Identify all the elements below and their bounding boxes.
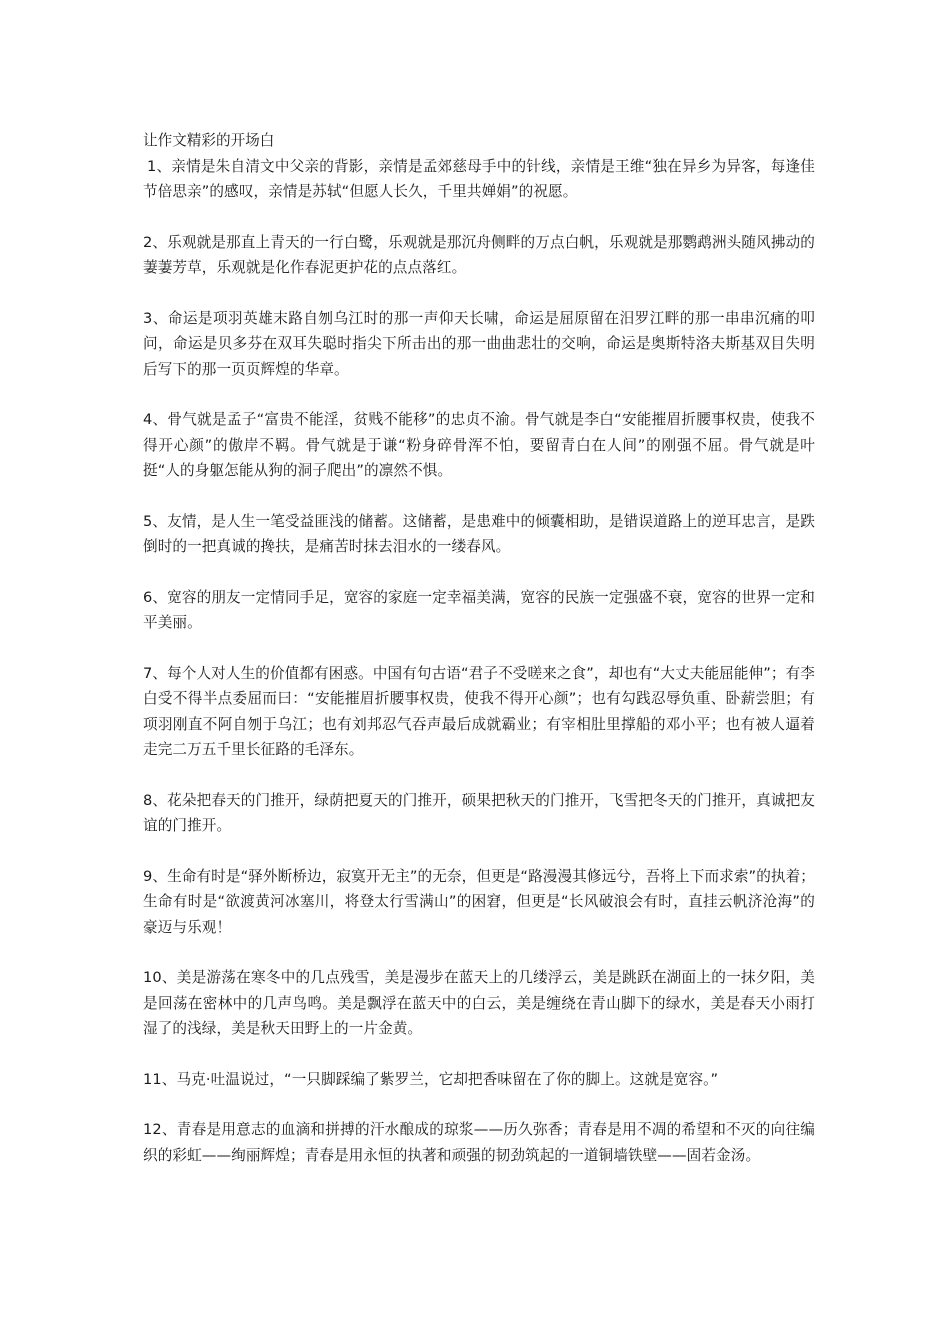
document-title: 让作文精彩的开场白	[143, 132, 275, 149]
paragraph-1: 1、亲情是朱自清文中父亲的背影，亲情是孟郊慈母手中的针线，亲情是王维“独在异乡为异客，每逢佳节倍思亲”的感叹，亲情是苏轼“但愿人长久，千里共婵娟”的祝愿。	[143, 157, 815, 200]
paragraph-11: 11、马克·吐温说过，“一只脚踩编了紫罗兰，它却把香味留在了你的脚上。这就是宽容。”	[143, 1070, 719, 1088]
paragraph-7: 7、每个人对人生的价值都有困惑。中国有句古语“君子不受嗟来之食”，却也有“大丈夫能屈能伸”；有李白受不得半点委屈而曰：“安能摧眉折腰事权贵，使我不得开心颜”；也有勾践忍辱负重、卧薪尝胆；有项羽刚直不阿自刎于乌江；也有刘邦忍气吞声最后成就霸业；有宰相肚里撑船的邓小平；也有被人逼着走完二万五千里长征路的毛泽东。	[143, 664, 815, 758]
paragraph-8: 8、花朵把春天的门推开，绿荫把夏天的门推开，硕果把秋天的门推开，飞雪把冬天的门推开，真诚把友谊的门推开。	[143, 791, 815, 834]
paragraph-2: 2、乐观就是那直上青天的一行白鹭，乐观就是那沉舟侧畔的万点白帆，乐观就是那鹦鹉洲头随风拂动的萋萋芳草，乐观就是化作春泥更护花的点点落红。	[143, 233, 815, 276]
paragraph-5: 5、友情，是人生一笔受益匪浅的储蓄。这储蓄，是患难中的倾囊相助，是错误道路上的逆耳忠言，是跌倒时的一把真诚的搀扶，是痛苦时抹去泪水的一缕春风。	[143, 512, 815, 555]
paragraph-6: 6、宽容的朋友一定情同手足，宽容的家庭一定幸福美满，宽容的民族一定强盛不衰，宽容的世界一定和平美丽。	[143, 588, 815, 631]
document-body	[143, 128, 815, 1193]
paragraph-4: 4、骨气就是孟子“富贵不能淫，贫贱不能移”的忠贞不渝。骨气就是李白“安能摧眉折腰事权贵，使我不得开心颜”的傲岸不羁。骨气就是于谦“粉身碎骨浑不怕，要留青白在人间”的刚强不屈。骨气就是叶挺“人的身躯怎能从狗的洞子爬出”的凛然不惧。	[143, 411, 815, 479]
paragraph-3: 3、命运是项羽英雄末路自刎乌江时的那一声仰天长啸，命运是屈原留在汨罗江畔的那一串串沉痛的叩问，命运是贝多芬在双耳失聪时指尖下所击出的那一曲曲悲壮的交响，命运是奥斯特洛夫斯基双目失明后写下的那一页页辉煌的华章。	[143, 309, 815, 378]
paragraph-9: 9、生命有时是“驿外断桥边，寂寞开无主”的无奈，但更是“路漫漫其修远兮，吾将上下而求索”的执着；生命有时是“欲渡黄河冰塞川，将登太行雪满山”的困窘，但更是“长风破浪会有时，直挂云帆济沧海”的豪迈与乐观！	[143, 867, 815, 936]
paragraph-12: 12、青春是用意志的血滴和拼搏的汗水酿成的琼浆——历久弥香；青春是用不凋的希望和不灭的向往编织的彩虹——绚丽辉煌；青春是用永恒的执著和顽强的韧劲筑起的一道铜墙铁壁——固若金汤。	[143, 1121, 815, 1164]
paragraph-10: 10、美是游荡在寒冬中的几点残雪，美是漫步在蓝天上的几缕浮云，美是跳跃在湖面上的一抹夕阳，美是回荡在密林中的几声鸟鸣。美是飘浮在蓝天中的白云，美是缠绕在青山脚下的绿水，美是春天小雨打湿了的浅绿，美是秋天田野上的一片金黄。	[143, 969, 815, 1037]
